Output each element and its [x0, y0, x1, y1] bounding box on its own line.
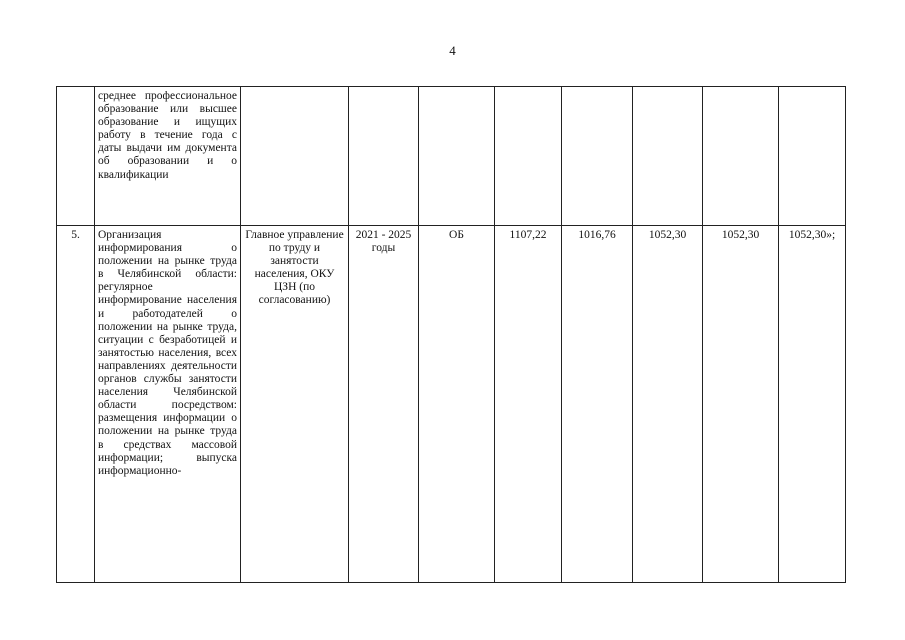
period-cell: 2021 - 2025 годы — [349, 226, 419, 583]
row-number-cell — [57, 87, 95, 226]
funding-source-cell: ОБ — [419, 226, 495, 583]
value-cell-3: 1052,30 — [633, 226, 703, 583]
table-row — [57, 87, 846, 226]
program-table — [56, 86, 846, 583]
description-cell: среднее профессиональное образование или высшее образование и ищущих работу в течение года с даты выдачи им документа об образовании и о квалификации — [95, 87, 241, 226]
value-cell-5: 1052,30»; — [779, 226, 846, 583]
period-cell — [349, 87, 419, 226]
value-cell-5 — [779, 87, 846, 226]
executor-cell — [241, 87, 349, 226]
value-cell-1: 1107,22 — [495, 226, 562, 583]
table-row — [57, 226, 846, 583]
executor-cell: Главное управление по труду и занятости населения, ОКУ ЦЗН (по согласованию) — [241, 226, 349, 583]
row-number-cell: 5. — [57, 226, 95, 583]
description-cell: Организация информирования о положении на рынке труда в Челябинской области: регулярное информирование населения и работодателей о положении на рынке труда, ситуации с безработицей и занятостью населения, всех направлениях деятельности органов службы занятости населения Челябинской области посредством: размещения информации о положении на рынке труда в средствах массовой информации; выпуска информационно- — [95, 226, 241, 583]
value-cell-2 — [562, 87, 633, 226]
value-cell-1 — [495, 87, 562, 226]
value-cell-4: 1052,30 — [703, 226, 779, 583]
value-cell-3 — [633, 87, 703, 226]
value-cell-4 — [703, 87, 779, 226]
value-cell-2: 1016,76 — [562, 226, 633, 583]
page-number: 4 — [449, 43, 456, 58]
funding-source-cell — [419, 87, 495, 226]
